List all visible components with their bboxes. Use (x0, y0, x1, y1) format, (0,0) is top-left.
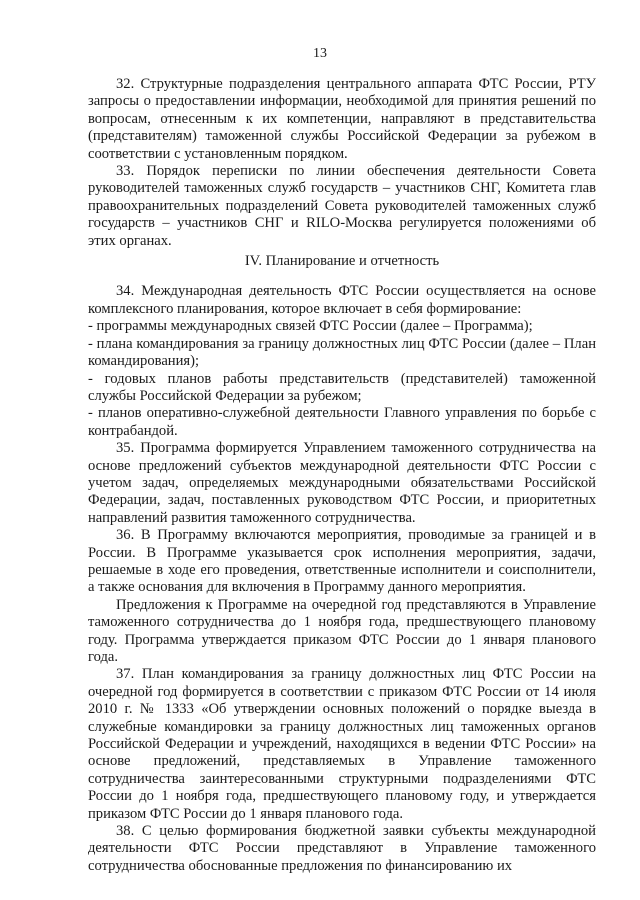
page-number: 13 (313, 46, 327, 61)
paragraph-38: 38. С целью формирования бюджетной заявки субъекты международной деятельности ФТС России представляют в Управление таможенного сотрудничества обоснованные предложения по финансированию их (88, 823, 596, 874)
list-item: - планов оперативно-служебной деятельности Главного управления по борьбе с контрабандой. (88, 405, 596, 439)
paragraph-37: 37. План командирования за границу должностных лиц ФТС России на очередной год формируется в соответствии с приказом ФТС России от 14 июля 2010 г. № 1333 «Об утверждении основных положений о порядке выезда в служебные командировки за границу должностных лиц таможенных органов Российской Федерации и учреждений, находящихся в ведении ФТС России» на основе предложений, представляемых в Управление таможенного сотрудничества заинтересованными структурными подразделениями ФТС России до 1 ноября года, предшествующего плановому году, и утверждается приказом ФТС России до 1 января планового года. (88, 666, 596, 822)
list-item: - программы международных связей ФТС России (далее – Программа); (88, 318, 533, 335)
paragraph-35: 35. Программа формируется Управлением таможенного сотрудничества на основе предложений субъектов международной деятельности ФТС России с учетом задач, определяемых международными обязательствами Российской Федерации, задач, поставленных руководством ФТС России, и приоритетных направлений развития таможенного сотрудничества. (88, 440, 596, 526)
list-item: - годовых планов работы представительств (представителей) таможенной службы Российской Федерации за рубежом; (88, 370, 596, 404)
paragraph-33: 33. Порядок переписки по линии обеспечения деятельности Совета руководителей таможенных служб государств – участников СНГ, Комитета глав правоохранительных подразделений Совета руководителей таможенных служб государств – участников СНГ и RILO-Москва регулируется положениями об этих органах. (88, 163, 596, 249)
section-heading: IV. Планирование и отчетность (244, 253, 440, 270)
paragraph-36: 36. В Программу включаются мероприятия, проводимые за границей и в России. В Программе указывается срок исполнения мероприятия, задачи, решаемые в ходе его проведения, ответственные исполнители и соисполнители, а также основания для включения в Программу данного мероприятия. (88, 527, 596, 596)
list-item: - плана командирования за границу должностных лиц ФТС России (далее – План командирования); (88, 335, 596, 370)
document-body (88, 76, 596, 875)
paragraph-36-continued: Предложения к Программе на очередной год представляются в Управление таможенного сотрудничества до 1 ноября года, предшествующего плановому году. Программа утверждается приказом ФТС России до 1 января планового года. (88, 596, 596, 665)
paragraph-34: 34. Международная деятельность ФТС России осуществляется на основе комплексного планирования, которое включает в себя формирование: (88, 283, 596, 317)
paragraph-32: 32. Структурные подразделения центрального аппарата ФТС России, РТУ запросы о предоставлении информации, необходимой для принятия решений по вопросам, отнесенным к их компетенции, направляют в представительства (представителям) таможенной службы Российской Федерации за рубежом в соответствии с установленным порядком. (88, 76, 596, 162)
